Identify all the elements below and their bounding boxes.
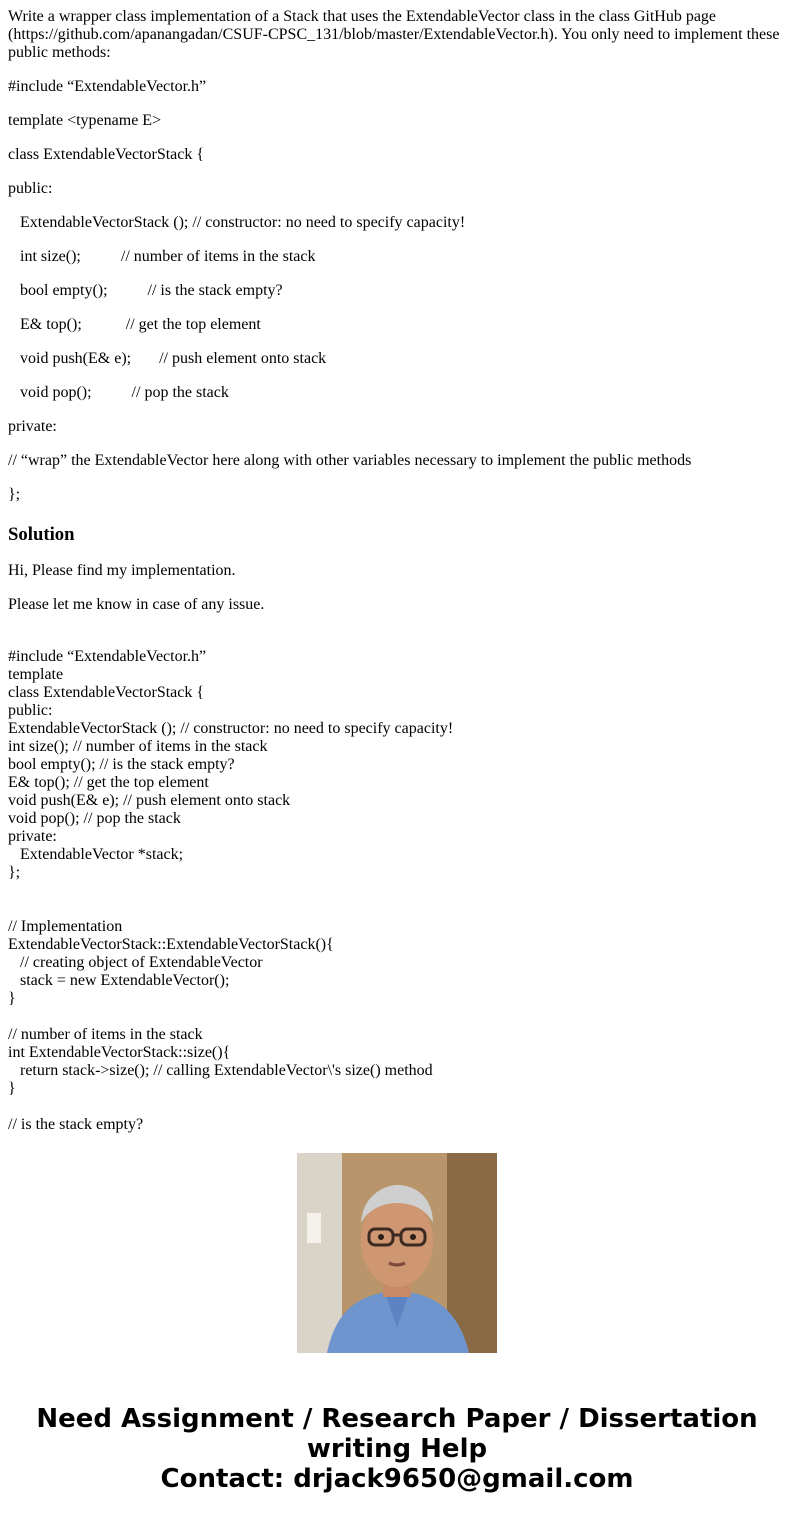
question-line: void pop(); // pop the stack: [8, 384, 229, 401]
promo-contact: Contact: drjack9650@gmail.com: [160, 1464, 634, 1494]
document-body: [8, 8, 786, 1133]
question-line: private:: [8, 418, 57, 435]
question-intro: Write a wrapper class implementation of a Stack that uses the ExtendableVector class in the class GitHub page (https://github.com/apanangadan/CSUF-CPSC_131/blob/master/ExtendableVector.h). You only need to implement these public methods:: [8, 8, 780, 61]
promo-line: writing Help: [306, 1434, 488, 1464]
solution-heading: Solution: [8, 524, 75, 545]
code-line: int size(); // number of items in the stack: [8, 738, 268, 755]
code-line: public:: [8, 702, 53, 719]
person-photo-icon: [297, 1153, 497, 1353]
question-line: int size(); // number of items in the stack: [8, 248, 316, 265]
code-line: void pop(); // pop the stack: [8, 810, 181, 827]
question-line: template <typename E>: [8, 112, 162, 129]
question-line: void push(E& e); // push element onto stack: [8, 350, 327, 367]
code-line: stack = new ExtendableVector();: [8, 972, 230, 989]
question-line: public:: [8, 180, 53, 197]
question-line: bool empty(); // is the stack empty?: [8, 282, 283, 299]
code-line: bool empty(); // is the stack empty?: [8, 756, 235, 773]
code-line: [8, 1008, 786, 1026]
question-line: // “wrap” the ExtendableVector here along with other variables necessary to implement the public methods: [8, 452, 692, 469]
question-code: [8, 78, 786, 504]
question-line: E& top(); // get the top element: [8, 316, 261, 333]
code-line: [8, 882, 786, 900]
code-line: void push(E& e); // push element onto stack: [8, 792, 291, 809]
solution-paragraph: Please let me know in case of any issue.: [8, 596, 265, 613]
code-line: ExtendableVectorStack (); // constructor: no need to specify capacity!: [8, 720, 454, 737]
promo-banner: [0, 1404, 794, 1494]
code-line: return stack->size(); // calling ExtendableVector\'s size() method: [8, 1062, 433, 1079]
question-line: class ExtendableVectorStack {: [8, 146, 205, 163]
code-line: ExtendableVectorStack::ExtendableVectorStack(){: [8, 936, 334, 953]
code-line: // creating object of ExtendableVector: [8, 954, 263, 971]
question-line: ExtendableVectorStack (); // constructor: no need to specify capacity!: [8, 214, 466, 231]
code-line: // Implementation: [8, 918, 123, 935]
code-line: }: [8, 990, 16, 1007]
code-line: [8, 1098, 786, 1116]
question-line: };: [8, 486, 21, 503]
solution-code: [8, 648, 786, 1133]
code-line: // number of items in the stack: [8, 1026, 203, 1043]
code-line: int ExtendableVectorStack::size(){: [8, 1044, 231, 1061]
code-line: }: [8, 1080, 16, 1097]
code-line: class ExtendableVectorStack {: [8, 684, 205, 701]
promo-line: Need Assignment / Research Paper / Dissertation: [36, 1404, 758, 1434]
author-avatar: [297, 1153, 497, 1353]
code-line: };: [8, 864, 21, 881]
code-line: ExtendableVector *stack;: [8, 846, 184, 863]
question-line: #include “ExtendableVector.h”: [8, 78, 207, 95]
solution-paragraph: Hi, Please find my implementation.: [8, 562, 236, 579]
code-line: // is the stack empty?: [8, 1116, 144, 1133]
code-line: E& top(); // get the top element: [8, 774, 209, 791]
code-line: [8, 900, 786, 918]
code-line: private:: [8, 828, 57, 845]
code-line: template: [8, 666, 64, 683]
code-line: #include “ExtendableVector.h”: [8, 648, 207, 665]
